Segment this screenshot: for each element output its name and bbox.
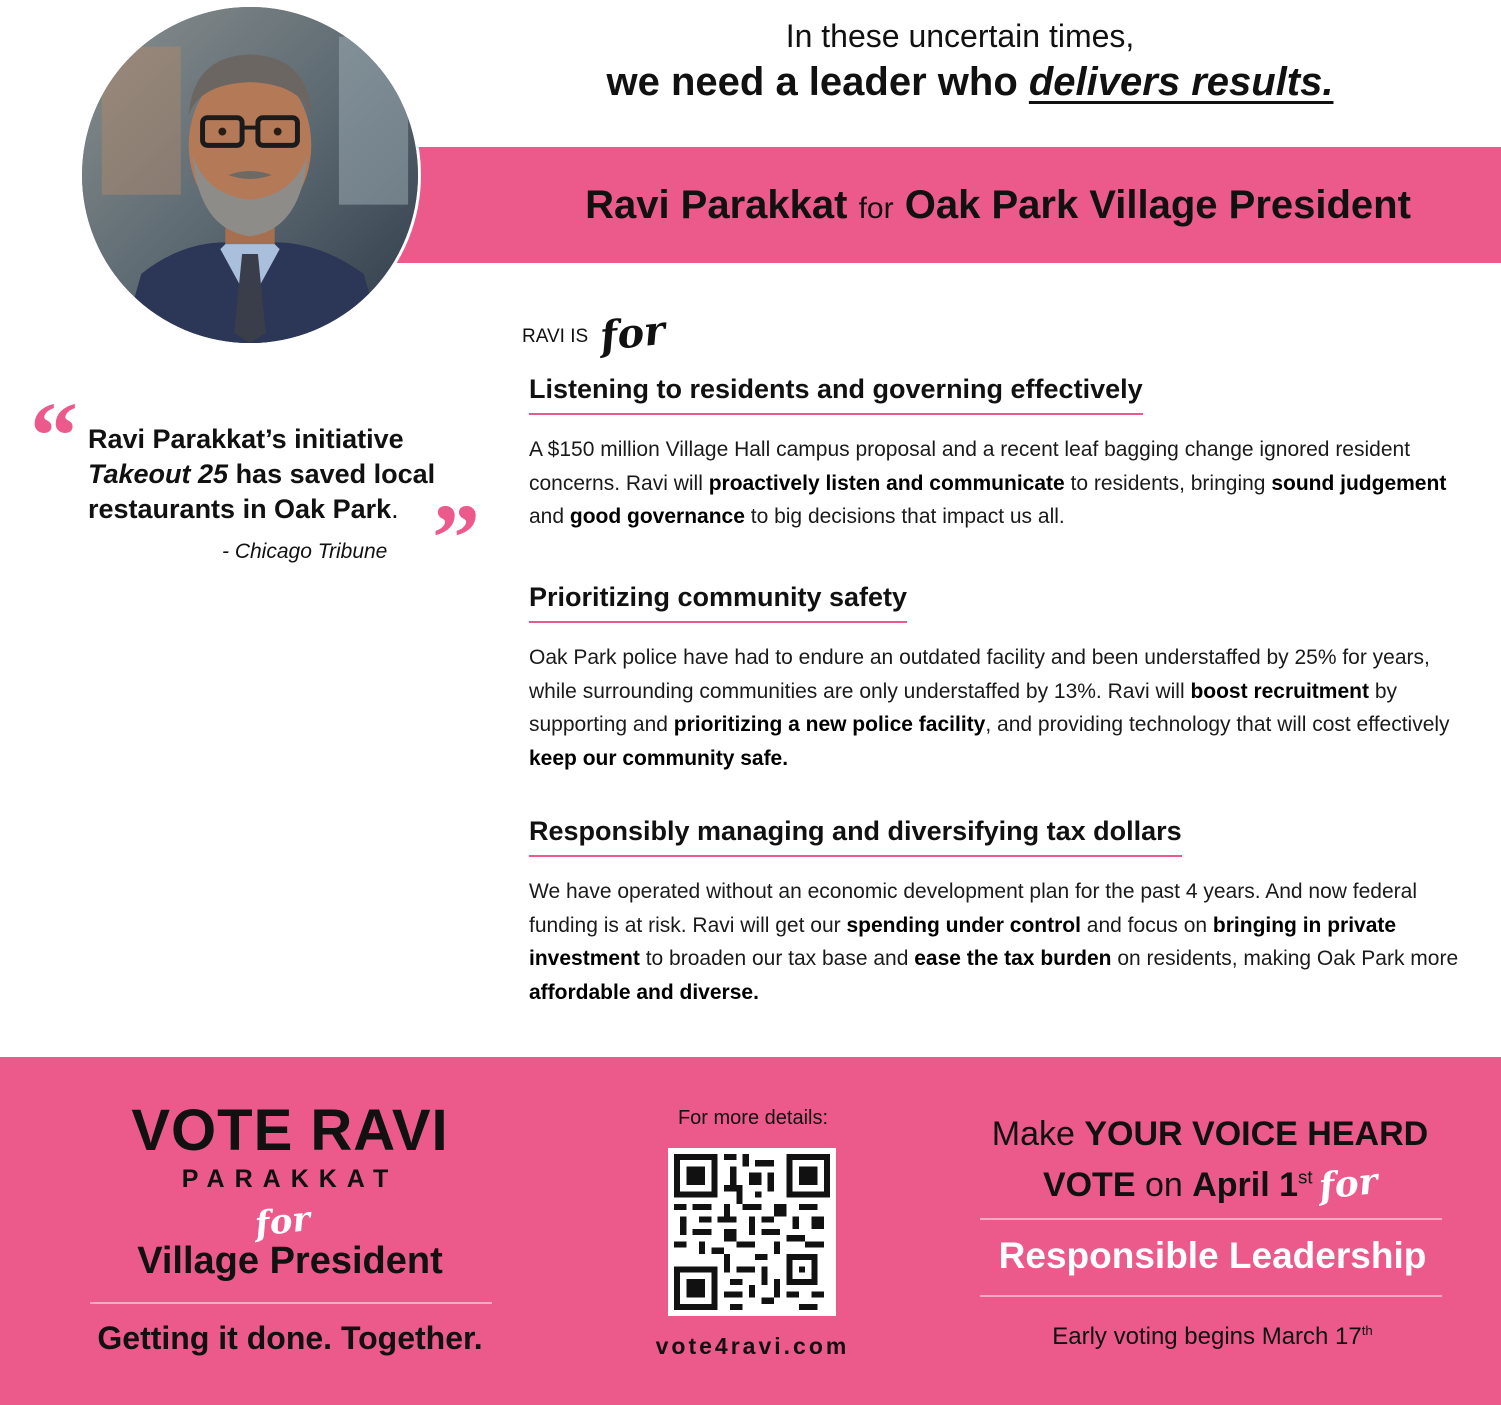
title-banner xyxy=(395,147,1501,263)
quote-text-pre: Ravi Parakkat’s initiative xyxy=(88,424,404,454)
vote-for-script: for xyxy=(253,1199,313,1245)
section-body xyxy=(529,433,1459,534)
quote-source: - Chicago Tribune xyxy=(222,540,388,563)
body-text: Oak Park police have had to endure an outdated facility and been understaffed by 25% for years, while surrounding communities are only understaffed by 13%. Ravi will xyxy=(529,646,1430,703)
emphasis-text: sound judgement xyxy=(1271,471,1447,495)
vote-date: April 1 xyxy=(1192,1166,1299,1204)
emphasis-text: good governance xyxy=(569,505,745,528)
section-heading: Responsibly managing and diversifying tax dollars xyxy=(529,816,1182,857)
tagline: Getting it done. Together. xyxy=(97,1320,483,1356)
vote-date-for-script: for xyxy=(1316,1160,1380,1208)
banner-for: for xyxy=(858,192,894,225)
quote-close-icon: ” xyxy=(432,484,480,591)
divider xyxy=(980,1295,1442,1297)
body-text: to broaden our tax base and xyxy=(639,947,915,970)
emphasis-text: prioritizing a new police facility xyxy=(673,713,986,736)
emphasis-text: ease the tax burden xyxy=(914,947,1112,970)
emphasis-text: bringing in private investment xyxy=(529,913,1397,970)
ravi-is-label: RAVI IS xyxy=(522,326,589,347)
intro-line-1: In these uncertain times, xyxy=(785,18,1135,54)
qr-code-icon[interactable] xyxy=(668,1148,836,1316)
section-heading: Listening to residents and governing effectively xyxy=(529,374,1143,415)
emphasis-text: keep our community safe. xyxy=(529,746,789,770)
body-text: and focus on xyxy=(1080,913,1213,937)
on-word: on xyxy=(1135,1166,1193,1204)
details-label: For more details: xyxy=(677,1107,829,1129)
section-tax xyxy=(529,816,1459,1009)
body-text: to residents, bringing xyxy=(1064,471,1272,495)
emphasis-text: spending under control xyxy=(846,913,1081,937)
voice-make: Make xyxy=(991,1115,1085,1153)
website-link[interactable]: vote4ravi.com xyxy=(655,1333,850,1359)
section-listening xyxy=(529,374,1459,534)
quote-text xyxy=(88,422,478,527)
early-voting-text: Early voting begins March 17 xyxy=(1052,1323,1362,1350)
emphasis-text: boost recruitment xyxy=(1190,679,1369,703)
footer-band xyxy=(0,1057,1501,1405)
intro-highlight: delivers results. xyxy=(1028,60,1334,104)
voice-line xyxy=(960,1115,1460,1154)
intro-line-2 xyxy=(560,60,1380,105)
section-safety xyxy=(529,582,1459,775)
emphasis-text: affordable and diverse. xyxy=(529,980,759,1004)
divider xyxy=(90,1302,492,1304)
body-text: We have operated without an economic development plan for the past 4 years. And now federal funding is at risk. Ravi will get our xyxy=(529,880,1417,937)
candidate-portrait xyxy=(79,4,421,346)
emphasis-text: proactively listen and communicate xyxy=(708,471,1065,495)
quote-initiative: Takeout 25 xyxy=(88,459,229,489)
vote-date-suffix: st xyxy=(1298,1166,1313,1188)
body-text: , and providing technology that will cost effectively xyxy=(985,713,1450,736)
early-voting xyxy=(960,1323,1465,1351)
voice-heard: YOUR VOICE HEARD xyxy=(1084,1115,1429,1153)
vote-surname: PARAKKAT xyxy=(181,1165,399,1193)
section-heading: Prioritizing community safety xyxy=(529,582,907,623)
section-body xyxy=(529,641,1459,775)
vote-word: VOTE xyxy=(1042,1166,1136,1204)
banner-title xyxy=(455,147,1501,263)
body-text: A $150 million Village Hall campus proposal and a recent leaf bagging change ignored resident concerns. Ravi will xyxy=(529,438,1411,495)
vote-office: Village President xyxy=(137,1240,443,1282)
section-body xyxy=(529,875,1459,1009)
body-text: to big decisions that impact us all. xyxy=(744,505,1065,528)
portrait-illustration xyxy=(82,7,418,343)
body-text: and xyxy=(529,505,570,528)
intro-line-2-text: we need a leader who xyxy=(606,60,1029,104)
early-voting-suffix: th xyxy=(1361,1323,1373,1338)
responsible-leadership: Responsible Leadership xyxy=(998,1235,1427,1276)
quote-open-icon: “ xyxy=(30,382,78,489)
banner-office: Oak Park Village President xyxy=(904,183,1411,227)
divider xyxy=(980,1218,1442,1220)
vote-date-line xyxy=(960,1160,1460,1208)
ravi-is-for-script: for xyxy=(597,306,668,361)
body-text: on residents, making Oak Park more xyxy=(1111,947,1459,970)
body-text: by supporting and xyxy=(529,679,1397,736)
banner-name: Ravi Parakkat xyxy=(585,183,848,227)
qr-code-graphic xyxy=(674,1154,830,1310)
quote-text-post: has saved local restaurants in Oak Park xyxy=(88,459,436,524)
quote-period: . xyxy=(391,494,399,524)
vote-title: VOTE RAVI xyxy=(131,1098,449,1163)
